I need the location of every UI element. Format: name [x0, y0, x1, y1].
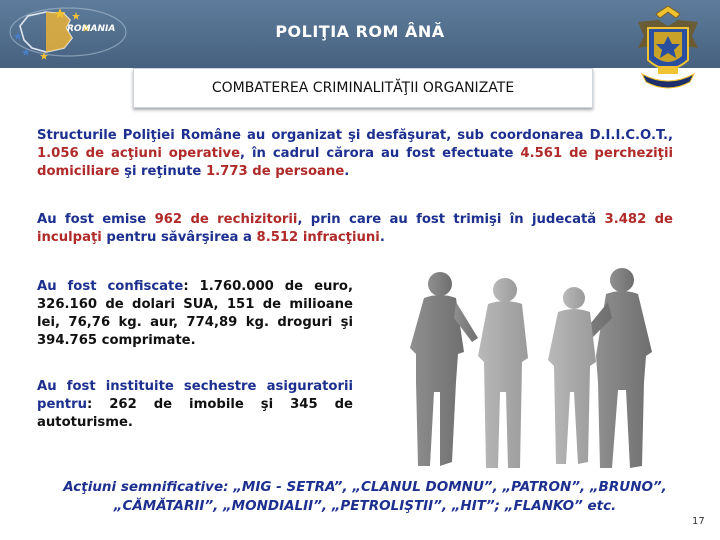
paragraph-confiscations [37, 278, 353, 350]
p1-text-4: . [344, 164, 350, 179]
p2-highlight-indictments: 962 de rechizitorii [154, 212, 298, 227]
p2-text-3: pentru săvârşirea a [101, 230, 257, 245]
p1-text-3: şi reţinute [119, 164, 206, 179]
p2-text-4: . [379, 230, 385, 245]
p1-highlight-arrests: 1.773 de persoane [205, 164, 345, 179]
p1-highlight-operations: 1.056 de acţiuni operative [37, 146, 241, 161]
p1-text-1: Structurile Poliţiei Române au organizat şi desfăşurat, sub coordonarea D.I.I.C.O.T., [37, 128, 673, 143]
p2-text-2: , prin care au fost trimişi în judecată [297, 212, 605, 227]
p4-text-1: Au fost instituite sechestre asiguratorii pentru [37, 379, 353, 412]
p4-text-2: : 262 de imobile şi 345 de autoturisme. [37, 397, 353, 430]
paragraph-seizures [37, 378, 353, 432]
page-number: 17 [692, 516, 705, 527]
page-title: POLIŢIA ROM ÂNĂ [275, 22, 445, 41]
header-bar [0, 0, 720, 68]
arrest-silhouette-illustration [360, 262, 710, 472]
slide-subtitle: COMBATEREA CRIMINALITĂŢII ORGANIZATE [133, 68, 593, 108]
significant-actions: Acţiuni semnificative: „MIG - SETRA”, „CLANUL DOMNU”, „PATRON”, „BRUNO”, „CĂMĂTARII”, „MONDIALII”, „PETROLIŞTII”, „HIT”; „FLANKO” etc. [63, 479, 667, 514]
p1-highlight-searches: 4.561 de percheziţii domiciliare [37, 146, 674, 179]
p2-text-1: Au fost emise [37, 212, 155, 227]
p2-highlight-offenses: 8.512 infracţiuni [256, 230, 380, 245]
p1-text-2: , în cadrul cărora au fost efectuate [240, 146, 521, 161]
logo-text: ROMANIA [67, 24, 116, 34]
police-crest-icon [628, 2, 708, 100]
p2-highlight-defendants: 3.482 de inculpaţi [37, 212, 673, 245]
paragraph-indictments [37, 211, 673, 247]
p3-text-1: Au fost confiscate [37, 279, 184, 294]
p3-text-2: : 1.760.000 de euro, 326.160 de dolari SUA, 151 de milioane lei, 76,76 kg. aur, 774,89 kg. droguri şi 394.765 comprimate. [37, 279, 353, 348]
paragraph-operations [37, 127, 673, 181]
